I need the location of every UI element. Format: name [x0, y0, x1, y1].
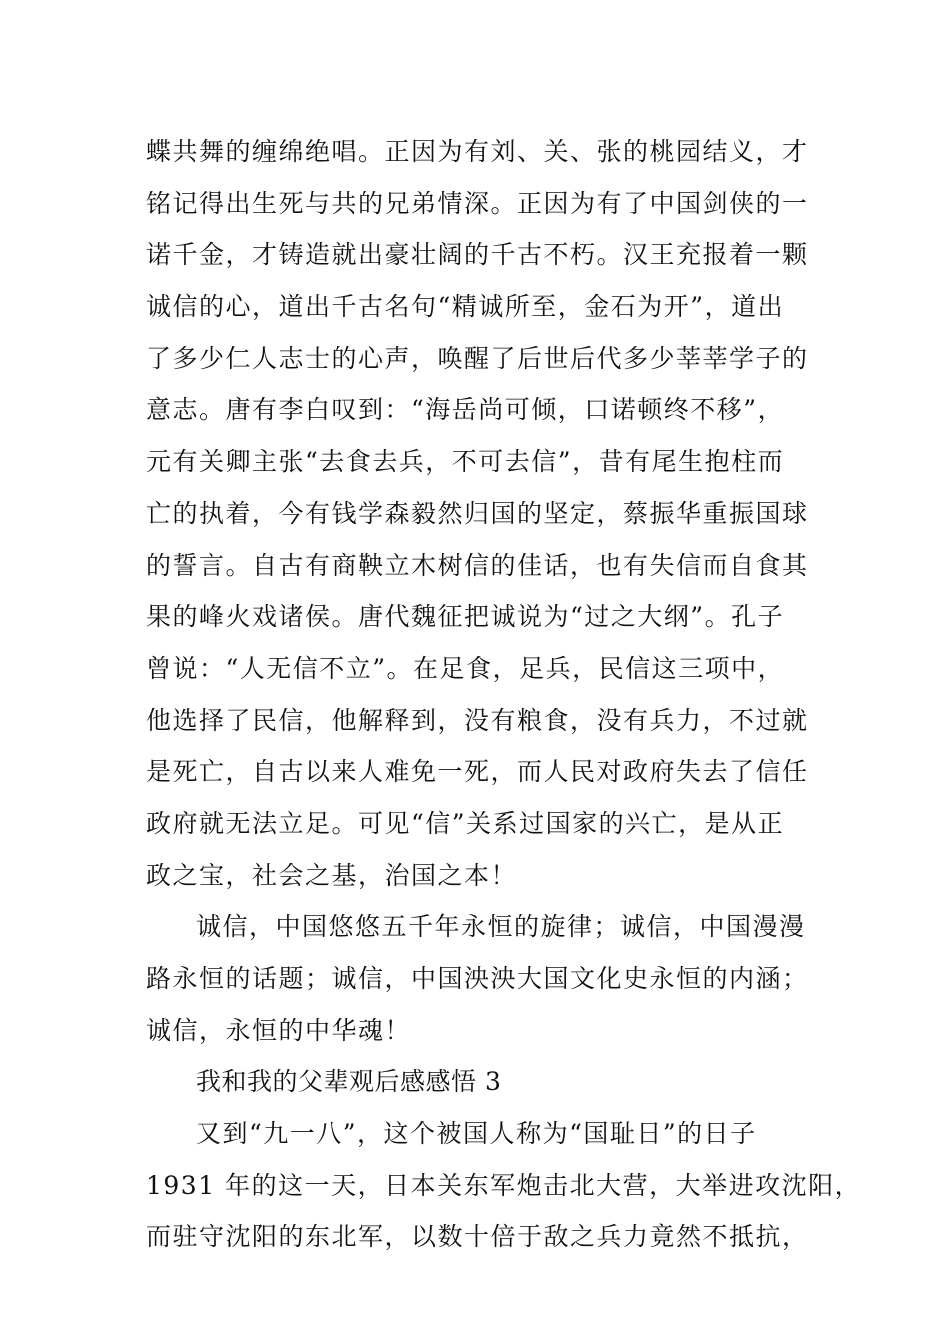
paragraph-honesty-history	[146, 126, 826, 901]
text-line: 诚信，中国悠悠五千年永恒的旋律；诚信，中国漫漫	[196, 912, 806, 942]
text-line: 的誓言。自古有商鞅立木树信的佳话，也有失信而自食其	[146, 550, 809, 580]
text-line: 了多少仁人志士的心声，唤醒了后世后代多少莘莘学子的	[146, 343, 809, 373]
paragraph-september-18	[146, 1108, 862, 1263]
text-line: 1931 年的这一天，日本关东军炮击北大营，大举进攻沈阳，	[146, 1170, 862, 1200]
paragraph-honesty-soul	[146, 901, 826, 1056]
text-line: 意志。唐有李白叹到：“海岳尚可倾，口诺顿终不移”，	[146, 395, 785, 425]
document-body	[146, 126, 862, 1263]
text-line: 铭记得出生死与共的兄弟情深。正因为有了中国剑侠的一	[146, 188, 809, 218]
text-line: 曾说：“人无信不立”。在足食，足兵，民信这三项中，	[146, 653, 785, 683]
text-line: 他选择了民信，他解释到，没有粮食，没有兵力，不过就	[146, 705, 809, 735]
text-line: 元有关卿主张“去食去兵，不可去信”，昔有尾生抱柱而	[146, 447, 785, 477]
text-line: 诺千金，才铸造就出豪壮阔的千古不朽。汉王充报着一颗	[146, 240, 809, 270]
text-line: 亡的执着，今有钱学森毅然归国的坚定，蔡振华重振国球	[146, 498, 809, 528]
heading-text: 我和我的父辈观后感感悟 3	[196, 1067, 502, 1097]
section-heading	[146, 1056, 826, 1108]
text-line: 路永恒的话题；诚信，中国泱泱大国文化史永恒的内涵；	[146, 964, 809, 993]
text-line: 又到“九一八”，这个被国人称为“国耻日”的日子	[196, 1119, 757, 1149]
text-line: 诚信，永恒的中华魂！	[146, 1015, 412, 1045]
text-line: 蝶共舞的缠绵绝唱。正因为有刘、关、张的桃园结义，才	[146, 137, 809, 166]
text-line: 而驻守沈阳的东北军，以数十倍于敌之兵力竟然不抵抗，	[146, 1222, 809, 1252]
text-line: 政府就无法立足。可见“信”关系过国家的兴亡，是从正	[146, 808, 785, 838]
text-line: 是死亡，自古以来人难免一死，而人民对政府失去了信任	[146, 757, 809, 787]
text-line: 政之宝，社会之基，治国之本！	[146, 860, 518, 890]
text-line: 诚信的心，道出千古名句“精诚所至，金石为开”，道出	[146, 292, 785, 322]
text-line: 果的峰火戏诸侯。唐代魏征把诚说为“过之大纲”。孔子	[146, 602, 785, 632]
